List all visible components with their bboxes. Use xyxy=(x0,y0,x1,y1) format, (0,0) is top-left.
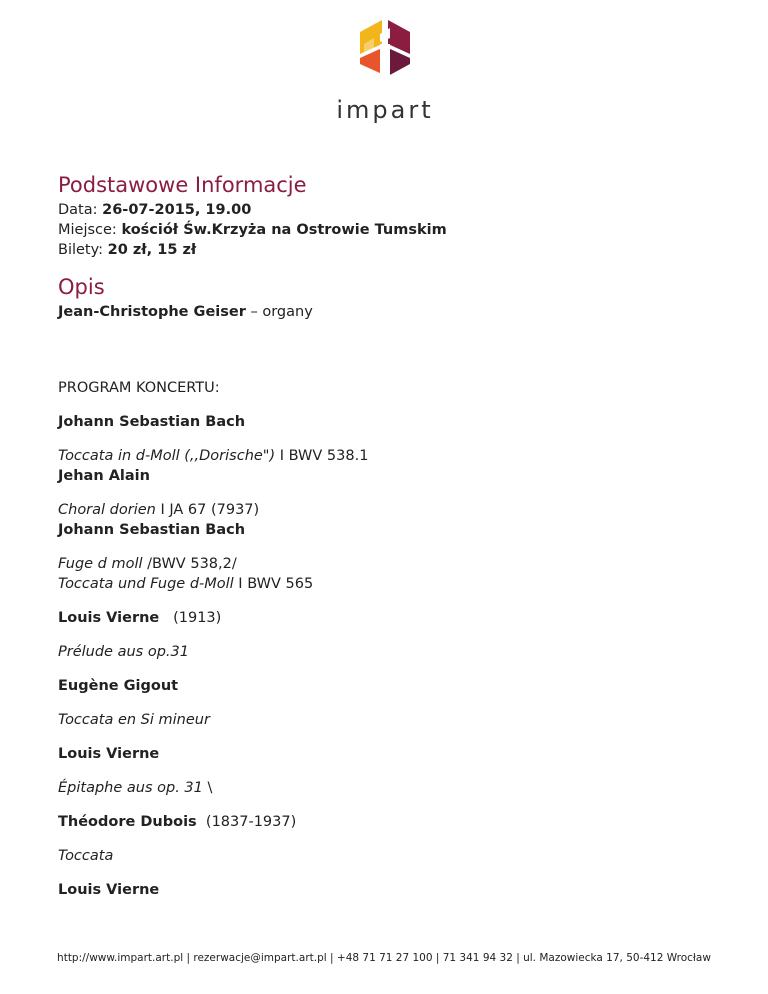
info-place xyxy=(58,220,718,240)
work-catalog: \ xyxy=(202,780,213,796)
impart-logo xyxy=(330,14,440,124)
date-value: 26-07-2015, 19.00 xyxy=(102,202,252,218)
performer-role: – organy xyxy=(245,304,313,320)
page-footer: http://www.impart.art.pl | rezerwacje@impart.art.pl | +48 71 71 27 100 | 71 341 94 32 | ul. Mazowiecka 17, 50-412 Wrocław xyxy=(57,952,711,964)
impart-logo-icon xyxy=(350,14,420,84)
performer xyxy=(58,302,718,322)
composer-name: Eugène Gigout xyxy=(58,678,179,694)
composer-name: Johann Sebastian Bach xyxy=(58,414,246,430)
work-title: Prélude aus op.31 xyxy=(58,644,189,660)
work-title: Choral dorien xyxy=(58,502,156,518)
place-label: Miejsce: xyxy=(58,222,117,238)
place-value: kościół Św.Krzyża na Ostrowie Tumskim xyxy=(121,222,447,238)
work-title: Toccata und Fuge d-Moll xyxy=(58,576,234,592)
composer-line xyxy=(58,744,718,764)
composer-name: Johann Sebastian Bach xyxy=(58,522,246,538)
performer-name: Jean-Christophe Geiser xyxy=(58,304,246,320)
work-line xyxy=(58,778,718,798)
opis-heading: Opis xyxy=(58,275,105,299)
work-catalog: I BWV 565 xyxy=(233,576,314,592)
info-heading: Podstawowe Informacje xyxy=(58,173,307,197)
work-line xyxy=(58,574,718,594)
composer-years: (1837-1937) xyxy=(205,814,297,830)
work-title: Toccata xyxy=(58,848,114,864)
work-catalog: /BWV 538,2/ xyxy=(142,556,237,572)
work-title: Toccata en Si mineur xyxy=(58,712,210,728)
event-content xyxy=(58,170,718,900)
logo-wordmark: impart xyxy=(336,96,434,124)
composer-name: Louis Vierne xyxy=(58,746,160,762)
composer-name: Théodore Dubois xyxy=(58,814,197,830)
tickets-value: 20 zł, 15 zł xyxy=(107,242,197,258)
work-title: Toccata in d-Moll (,,Dorische") xyxy=(58,448,276,464)
composer-line xyxy=(58,608,718,628)
composer-years: (1913) xyxy=(173,610,222,626)
work-line xyxy=(58,642,718,662)
info-date xyxy=(58,200,718,220)
composer-line xyxy=(58,466,718,486)
work-line xyxy=(58,554,718,574)
composer-line xyxy=(58,880,718,900)
tickets-label: Bilety: xyxy=(58,242,104,258)
composer-name: Jehan Alain xyxy=(58,468,150,484)
work-catalog: I BWV 538.1 xyxy=(275,448,369,464)
info-tickets xyxy=(58,240,718,260)
work-catalog: I JA 67 (7937) xyxy=(155,502,260,518)
work-line xyxy=(58,446,718,466)
program-title: PROGRAM KONCERTU: xyxy=(58,380,220,396)
composer-line xyxy=(58,812,718,832)
composer-line xyxy=(58,676,718,696)
work-title: Fuge d moll xyxy=(58,556,143,572)
composer-line xyxy=(58,520,718,540)
composer-line xyxy=(58,412,718,432)
composer-name: Louis Vierne xyxy=(58,610,160,626)
work-title: Épitaphe aus op. 31 xyxy=(58,780,203,796)
work-line xyxy=(58,846,718,866)
work-line xyxy=(58,500,718,520)
composer-name: Louis Vierne xyxy=(58,882,160,898)
work-line xyxy=(58,710,718,730)
date-label: Data: xyxy=(58,202,98,218)
